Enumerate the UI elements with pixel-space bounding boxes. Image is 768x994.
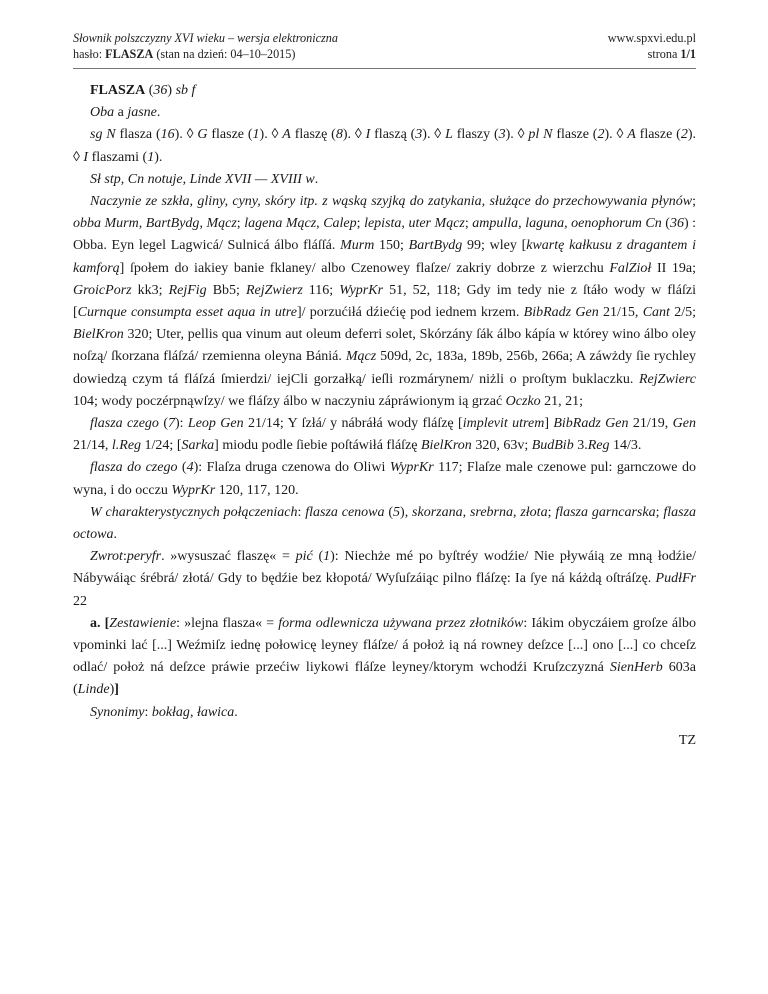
phrase-paragraph: Zwrot:peryfr. »wysuszać flaszę« = pić (1): Niechże mé po byſtréy wodźie/ Nie pływáią ze mną łodźie/ Nábywáiąc śrébrá/ złotá/ Gdy to będźie bez kłopotá/ Wyſuſzáiąc pilno fláſzę: Ia ſye ná káżdą oſtráſzę. PudłFr 22 [73, 549, 696, 609]
inflection-paragraph: sg N flasza (16). ◊ G flasze (1). ◊ A flaszę (8). ◊ I flaszą (3). ◊ L flaszy (3). ◊ pl N flasze (2). ◊ A flasze (2). ◊ I flaszami (1). [73, 127, 696, 165]
author-signature: TZ [678, 732, 696, 748]
pronunciation-line: Oba a jasne. [90, 105, 161, 121]
header-divider [73, 68, 696, 69]
page-number: strona 1/1 [647, 47, 696, 61]
definition-paragraph: Naczynie ze szkła, gliny, cyny, skóry itp. z wąską szyjką do zatykania, służące do przechowywania płynów; obba Murm, BartBydg, Mącz; lagena Mącz, Calep; lepista, uter Mącz; ampulla, laguna, oenophorum Cn (36) : Obba. Eyn legel Lagwicá/ Sulnicá álbo fláſſá. Murm 150; BartBydg 99; wley [kwartę kałkusu z dragantem i kamforą] ſpołem do iakiey banie fklaney/ albo Czenowey flaſze/ zakriy dobrze z wierzchu FalZioł II 19a; GroicPorz kk3; RejFig Bb5; RejZwierz 116; WyprKr 51, 52, 118; Gdy im tedy nie z ſtáło wody w fláſzi [Curnque consumpta esset aqua in utre]/ porzućiłá dźiećię pod iednem krzem. BibRadz Gen 21/15, Cant 2/5; BielKron 320; Uter, pellis qua vinum aut oleum deferri solet, Skórzány ſák álbo kápía w którey wino álbo oley noſzą/ ſkorzana fláſzá/ rzemienna oleyna Bániá. Mącz 509d, 2c, 183a, 189b, 256b, 266a; A záwżdy ſie rychley dowiedzą czym tá fláſzá ſmierdzi/ iejCli gorzałką/ ieſli rozmárynem/ niżli o proſtym buklaczku. RejZwierc 104; wody poczérpnąwſzy/ we fláſzy álbo w naczyniu zápráwionym ią grzać Oczko 21, 21; [73, 194, 697, 409]
page-header-right [608, 30, 696, 62]
headword-line: FLASZA (36) sb f [90, 83, 196, 98]
page-header-left [73, 30, 338, 62]
synonyms-line: Synonimy: bokłag, ławica. [90, 704, 238, 720]
entry-status-line: hasło: FLASZA (stan na dzień: 04–10–2015) [73, 47, 296, 61]
collocations-paragraph: W charakterystycznych połączeniach: flasza cenowa (5), skorzana, srebrna, złota; flasza garncarska; flasza octowa. [73, 504, 697, 543]
sources-line: Sł stp, Cn notuje, Linde XVII — XVIII w. [90, 171, 319, 187]
entry-body [73, 80, 696, 752]
website-url[interactable]: www.spxvi.edu.pl [607, 31, 696, 45]
dictionary-title: Słownik polszczyzny XVI wieku – wersja elektroniczna [73, 31, 338, 45]
sense-flasza-do-czego: flasza do czego (4): Flaſza druga czenowa do Oliwi WyprKr 117; Flaſze male czenowe pul: garnczowe do wyna, i do occzu WyprKr 120, 117, 120. [73, 460, 696, 498]
compound-paragraph: a. [Zestawienie: »lejna flasza« = forma odlewnicza używana przez złotników: Iákim obyczáiem groſze álbo vpominki lać [...] Weźmiſz iednę połowicę leyney fláſze/ á położ ią ná rowney deſzce [...] ono [...] co chceſz odlać/ położ ná deſzce práwie przećiw liykowi fláſze leyney/ktorym wchodźi Kruſzczyzná SienHerb 603a (Linde)] [73, 615, 697, 698]
header-headword: FLASZA [105, 47, 154, 61]
sense-flasza-czego: flasza czego (7): Leop Gen 21/14; Y ſzłá/ y nábráłá wody fláſzę [implevit utrem] BibRadz Gen 21/19, Gen 21/14, l.Reg 1/24; [Sarka] miodu podle ſiebie poſtáwiłá fláſzę BielKron 320, 63v; BudBib 3.Reg 14/3. [73, 416, 696, 454]
